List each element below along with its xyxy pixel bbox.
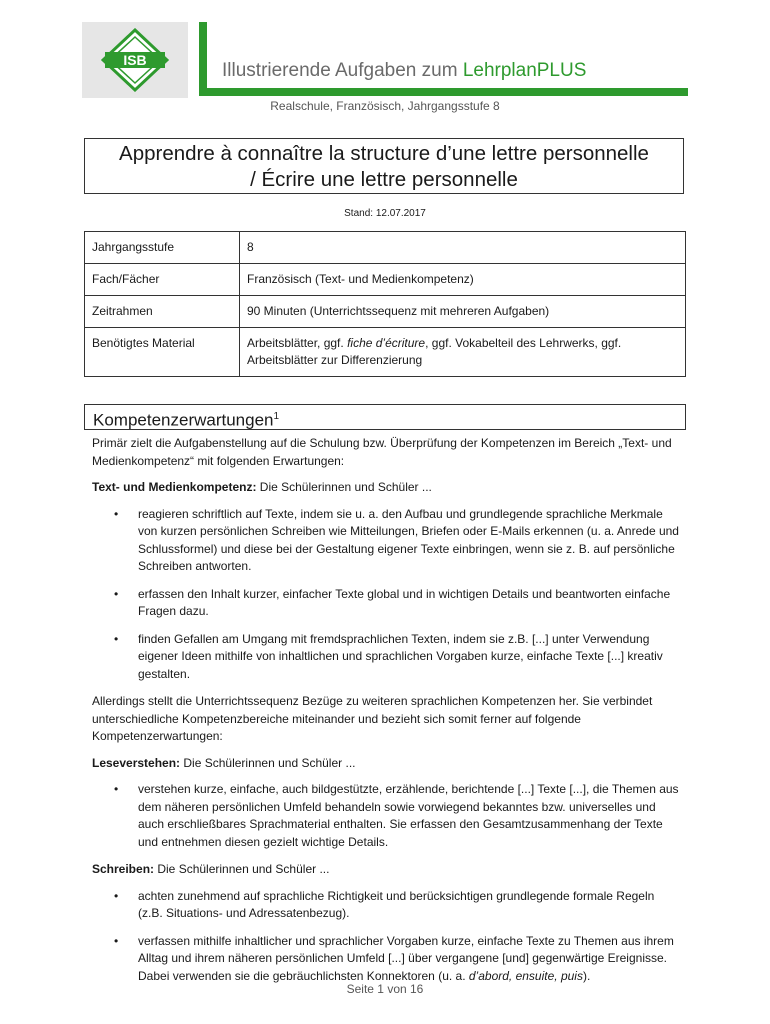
logo-text: ISB: [123, 52, 147, 68]
header-subtitle: Realschule, Französisch, Jahrgangsstufe 8: [270, 99, 500, 113]
content-body: [92, 435, 682, 995]
document-title-line1: Apprendre à connaître la structure d’une lettre personnelle: [119, 142, 649, 165]
table-value: Französisch (Text- und Medienkompetenz): [240, 264, 686, 296]
header-horizontal-bar: [199, 88, 688, 96]
additional-paragraph: Allerdings stellt die Unterrichtssequenz Bezüge zu weiteren sprachlichen Kompetenzen her. Sie verbindet unterschiedliche Kompetenzbereiche miteinander und bezieht sich somit ferner auf folgende Kompetenzerwartungen:: [92, 694, 653, 743]
lv-rest: Die Schülerinnen und Schüler ...: [180, 755, 356, 770]
list-item: • reagieren schriftlich auf Texte, indem sie u. a. den Aufbau und grundlegende sprachliche Merkmale von kurzen persönlichen Schreiben wie Mitteilungen, Briefen oder E-Mails erkennen (u. a. Anrede und Schlussformel) und diese bei der Gestaltung eigener Texte einbringen, wenn sie z. B. auf persönliche Schreiben antworten.: [92, 506, 682, 576]
header-vertical-bar: [199, 22, 207, 92]
isb-logo-icon: [101, 28, 169, 92]
header-title-highlight: LehrplanPLUS: [462, 60, 587, 81]
list-item: [92, 933, 682, 986]
table-row: [85, 232, 686, 264]
tmk-rest: Die Schülerinnen und Schüler ...: [256, 480, 432, 494]
table-row: [85, 264, 686, 296]
document-title-line2: / Écrire une lettre personnelle: [250, 168, 518, 191]
sch-rest: Die Schülerinnen und Schüler ...: [154, 862, 330, 876]
table-value: [240, 328, 686, 377]
table-row: [85, 296, 686, 328]
section-heading: [84, 404, 686, 430]
table-row: [85, 328, 686, 377]
page-number: Seite 1 von 16: [346, 982, 424, 996]
list-item-part: verfassen mithilfe inhaltlicher und sprachlicher Vorgaben kurze, einfache Texte zu Themen aus ihrem Alltag und ihrem näheren persönlichen Umfeld [...] über vergangene [und] gegenwärtige Ereignisse. Dabei verwenden sie die gebräuchlichsten Konnektoren (u. a.: [138, 933, 674, 983]
list-item: • finden Gefallen am Umgang mit fremdsprachlichen Texten, indem sie z.B. [...] unter Verwendung eigener Ideen mithilfe von inhaltlichen und sprachlichen Vorgaben kurze, einfache Texte [...] kreativ gestalten.: [92, 631, 682, 684]
list-item-italic: d’abord, ensuite, puis: [468, 968, 583, 983]
list-item: • achten zunehmend auf sprachliche Richtigkeit und berücksichtigen grundlegende formale Regeln (z.B. Situations- und Adressatenbezug).: [92, 888, 682, 923]
table-value-part: , ggf. Vokabelteil des Lehrwerks, ggf. Arbeitsblätter zur Differenzierung: [247, 336, 622, 367]
lv-list: [92, 781, 682, 851]
table-value: 90 Minuten (Unterrichtssequenz mit mehreren Aufgaben): [240, 296, 686, 328]
document-title: [84, 138, 684, 194]
table-label: Jahrgangsstufe: [85, 232, 240, 264]
table-value-italic: fiche d’écriture: [347, 336, 426, 350]
header-title: [222, 60, 586, 82]
lv-heading: [92, 755, 682, 773]
stand-date: Stand: 12.07.2017: [344, 208, 426, 219]
sch-heading: [92, 861, 682, 879]
table-label: Fach/Fächer: [85, 264, 240, 296]
list-item-part: ).: [582, 968, 591, 983]
list-item: • erfassen den Inhalt kurzer, einfacher Texte global und in wichtigen Details und beantworten einfache Fragen dazu.: [92, 586, 682, 621]
sch-list: [92, 888, 682, 986]
section-title: Kompetenzerwartungen: [93, 410, 274, 430]
table-value: 8: [240, 232, 686, 264]
lv-label: Leseverstehen:: [92, 755, 181, 770]
intro-paragraph: Primär zielt die Aufgabenstellung auf die Schulung bzw. Überprüfung der Kompetenzen im Bereich „Text- und Medienkompetenz“ mit folgenden Erwartungen:: [92, 436, 672, 468]
tmk-label: Text- und Medienkompetenz:: [92, 480, 257, 494]
header-title-prefix: Illustrierende Aufgaben zum: [222, 60, 463, 81]
table-value-part: Arbeitsblätter, ggf.: [247, 336, 348, 350]
isb-logo: [82, 22, 188, 98]
tmk-list: [92, 506, 682, 684]
sch-label: Schreiben:: [92, 862, 155, 876]
table-label: Zeitrahmen: [85, 296, 240, 328]
list-item: • verstehen kurze, einfache, auch bildgestützte, erzählende, berichtende [...] Texte [...], die Themen aus dem näheren persönlichen Umfeld behandeln sowie vorwiegend bekanntes bzw. universelles und auch erschließbares Sprachmaterial enthalten. Sie erfassen den Gesamtzusammenhang der Texte und entnehmen diesen gezielt wichtige Details.: [92, 781, 682, 851]
info-table: [84, 231, 686, 377]
table-label: Benötigtes Material: [85, 328, 240, 377]
tmk-heading: [92, 479, 682, 497]
footnote-marker[interactable]: 1: [273, 411, 280, 422]
